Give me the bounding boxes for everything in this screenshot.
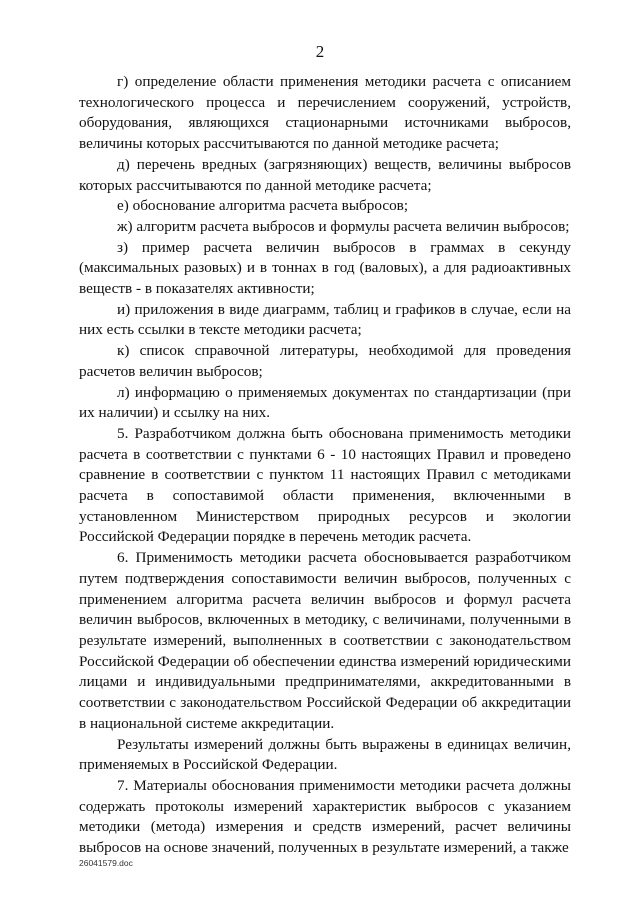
document-code: 26041579.doc	[79, 858, 133, 868]
paragraph-item-k: к) список справочной литературы, необходимой для проведения расчетов величин выбросов;	[79, 342, 571, 380]
paragraph-item-z: з) пример расчета величин выбросов в граммах в секунду (максимальных разовых) и в тоннах в год (валовых), а для радиоактивных веществ - в показателях активности;	[79, 238, 571, 298]
paragraph-clause-5: 5. Разработчиком должна быть обоснована применимость методики расчета в соответствии с пунктами 6 - 10 настоящих Правил и проведено сравнение в соответствии с пунктом 11 настоящих Правил с методиками расчета в сопоставимой области применения, включенными в установленном Министерством природных ресурсов и экологии Российской Федерации порядке в перечень методик расчета.	[79, 424, 571, 546]
paragraph-item-g: г) определение области применения методики расчета с описанием технологического процесса и перечислением сооружений, устройств, оборудования, являющихся стационарными источниками выбросов, величины которых рассчитываются по данной методике расчета;	[79, 73, 571, 153]
paragraph-clause-7: 7. Материалы обоснования применимости методики расчета должны содержать протоколы измерений характеристик выбросов с указанием методики (метода) измерения и средств измерений, расчет величины выбросов на основе значений, полученных в результате измерений, а также	[79, 776, 571, 857]
paragraph-measurement-units: Результаты измерений должны быть выражены в единицах величин, применяемых в Российской Федерации.	[79, 735, 571, 774]
paragraph-item-l: л) информацию о применяемых документах по стандартизации (при их наличии) и ссылку на них.	[79, 383, 571, 422]
paragraph-item-i: и) приложения в виде диаграмм, таблиц и графиков в случае, если на них есть ссылки в тексте методики расчета;	[79, 300, 571, 339]
paragraph-clause-6: 6. Применимость методики расчета обосновывается разработчиком путем подтверждения сопоставимости величин выбросов, полученных с применением алгоритма расчета величин выбросов и формул расчета величин выбросов, включенных в методику, с величинами, полученными в результате измерений, выполненных в соответствии с законодательством Российской Федерации об обеспечении единства измерений юридическими лицами и индивидуальными предпринимателями, аккредитованными в соответствии с законодательством Российской Федерации об аккредитации в национальной системе аккредитации.	[79, 549, 571, 732]
document-body	[79, 72, 571, 859]
paragraph-item-zh: ж) алгоритм расчета выбросов и формулы расчета величин выбросов;	[117, 217, 570, 235]
paragraph-item-e: е) обоснование алгоритма расчета выбросов;	[117, 197, 409, 215]
page-number: 2	[315, 42, 325, 61]
paragraph-item-d: д) перечень вредных (загрязняющих) веществ, величины выбросов которых рассчитываются по данной методике расчета;	[79, 155, 571, 194]
